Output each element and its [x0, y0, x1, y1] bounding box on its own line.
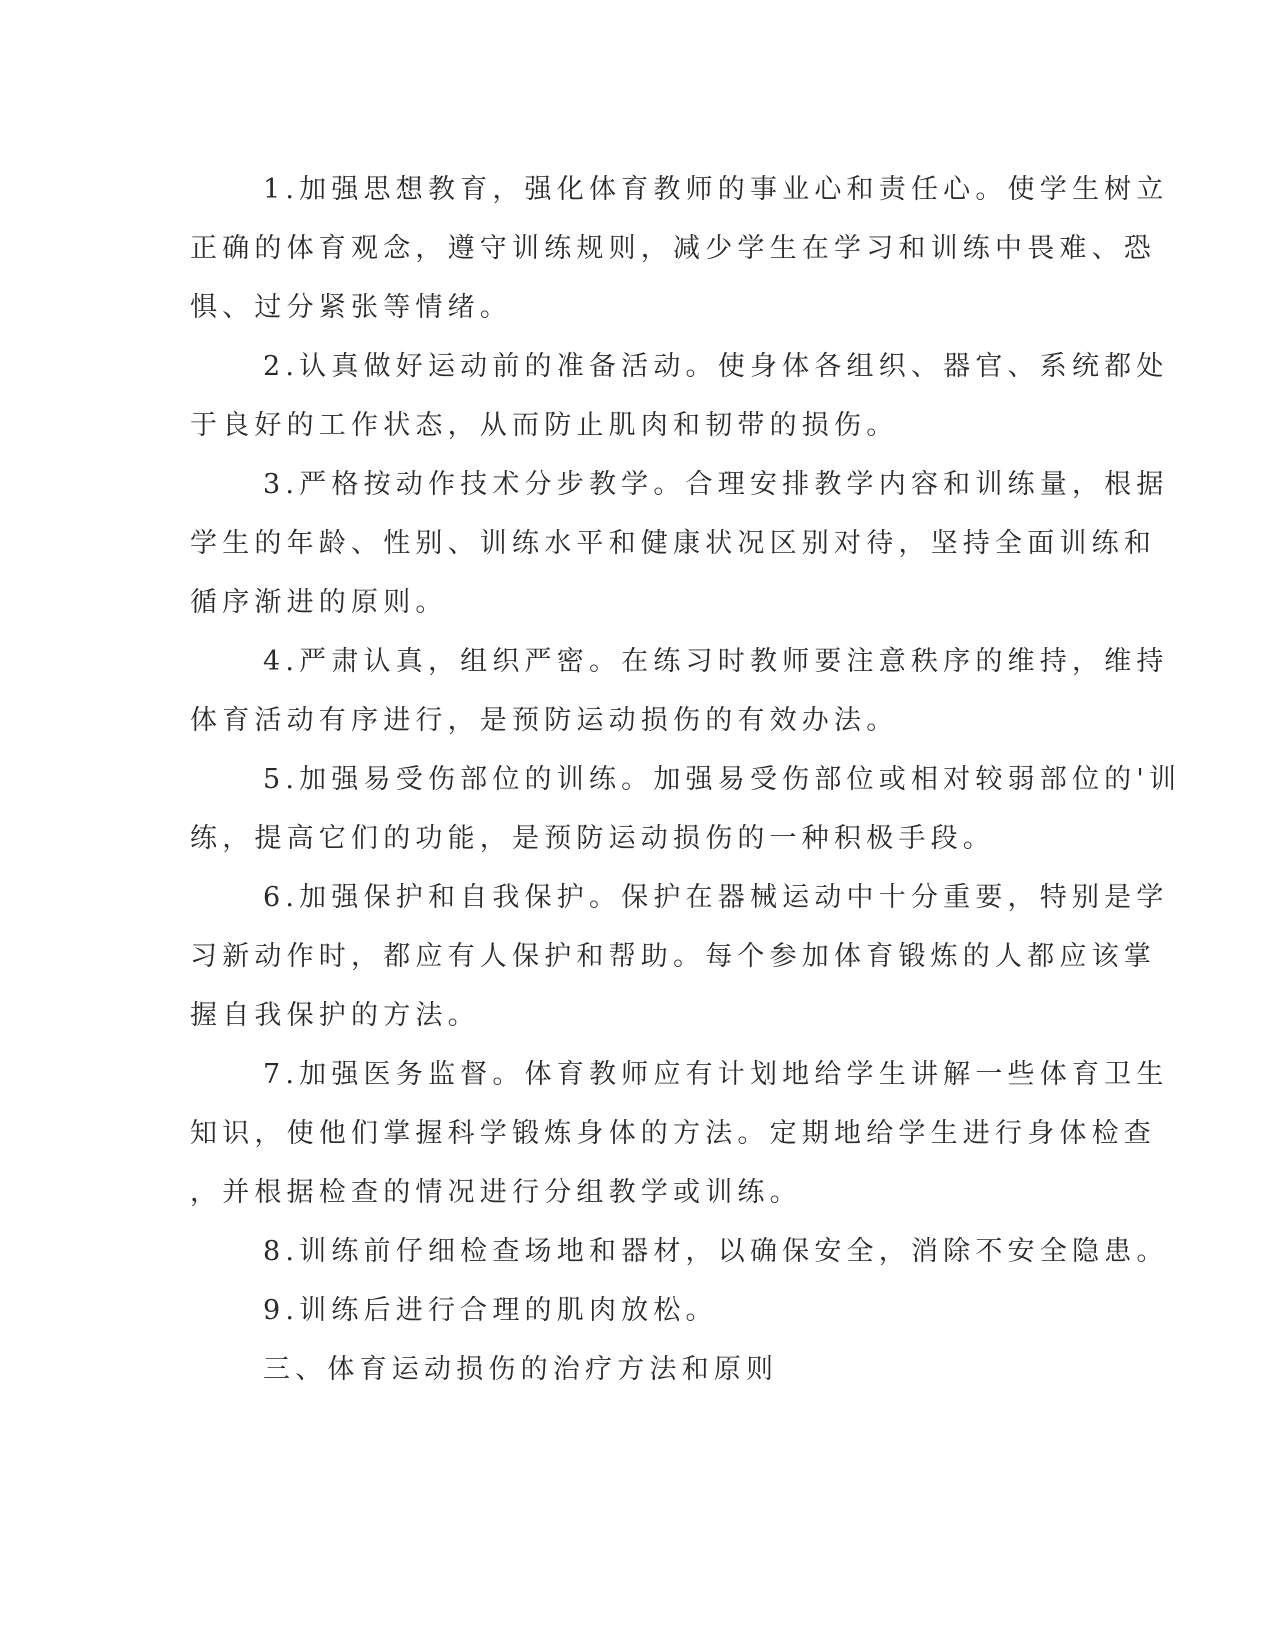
paragraph-7-line-2: 知识，使他们掌握科学锻炼身体的方法。定期地给学生进行身体检查	[190, 1118, 1156, 1149]
paragraph-3-line-3: 循序渐进的原则。	[190, 587, 448, 618]
paragraph-6-line-3: 握自我保护的方法。	[190, 1000, 480, 1031]
paragraph-5-line-2: 练，提高它们的功能，是预防运动损伤的一种积极手段。	[190, 823, 995, 854]
paragraph-5-line-1: 5.加强易受伤部位的训练。加强易受伤部位或相对较弱部位的'训	[263, 764, 1182, 795]
paragraph-1-line-2: 正确的体育观念，遵守训练规则，减少学生在学习和训练中畏难、恐	[190, 233, 1156, 264]
paragraph-3-line-2: 学生的年龄、性别、训练水平和健康状况区别对待，坚持全面训练和	[190, 528, 1156, 559]
section-heading-3: 三、体育运动损伤的治疗方法和原则	[263, 1354, 779, 1385]
paragraph-6-line-2: 习新动作时，都应有人保护和帮助。每个参加体育锻炼的人都应该掌	[190, 941, 1156, 972]
paragraph-1-line-1: 1.加强思想教育，强化体育教师的事业心和责任心。使学生树立	[263, 174, 1169, 205]
paragraph-6-line-1: 6.加强保护和自我保护。保护在器械运动中十分重要，特别是学	[263, 882, 1169, 913]
paragraph-2-line-1: 2.认真做好运动前的准备活动。使身体各组织、器官、系统都处	[263, 351, 1169, 382]
paragraph-2-line-2: 于良好的工作状态，从而防止肌肉和韧带的损伤。	[190, 410, 899, 441]
paragraph-3-line-1: 3.严格按动作技术分步教学。合理安排教学内容和训练量，根据	[263, 469, 1169, 500]
paragraph-4-line-1: 4.严肃认真，组织严密。在练习时教师要注意秩序的维持，维持	[263, 646, 1169, 677]
paragraph-1-line-3: 惧、过分紧张等情绪。	[190, 292, 512, 323]
paragraph-9-line-1: 9.训练后进行合理的肌肉放松。	[263, 1295, 718, 1326]
paragraph-7-line-1: 7.加强医务监督。体育教师应有计划地给学生讲解一些体育卫生	[263, 1059, 1169, 1090]
paragraph-4-line-2: 体育活动有序进行，是预防运动损伤的有效办法。	[190, 705, 899, 736]
paragraph-8-line-1: 8.训练前仔细检查场地和器材，以确保安全，消除不安全隐患。	[263, 1236, 1169, 1267]
paragraph-7-line-3: ，并根据检查的情况进行分组教学或训练。	[190, 1177, 802, 1208]
